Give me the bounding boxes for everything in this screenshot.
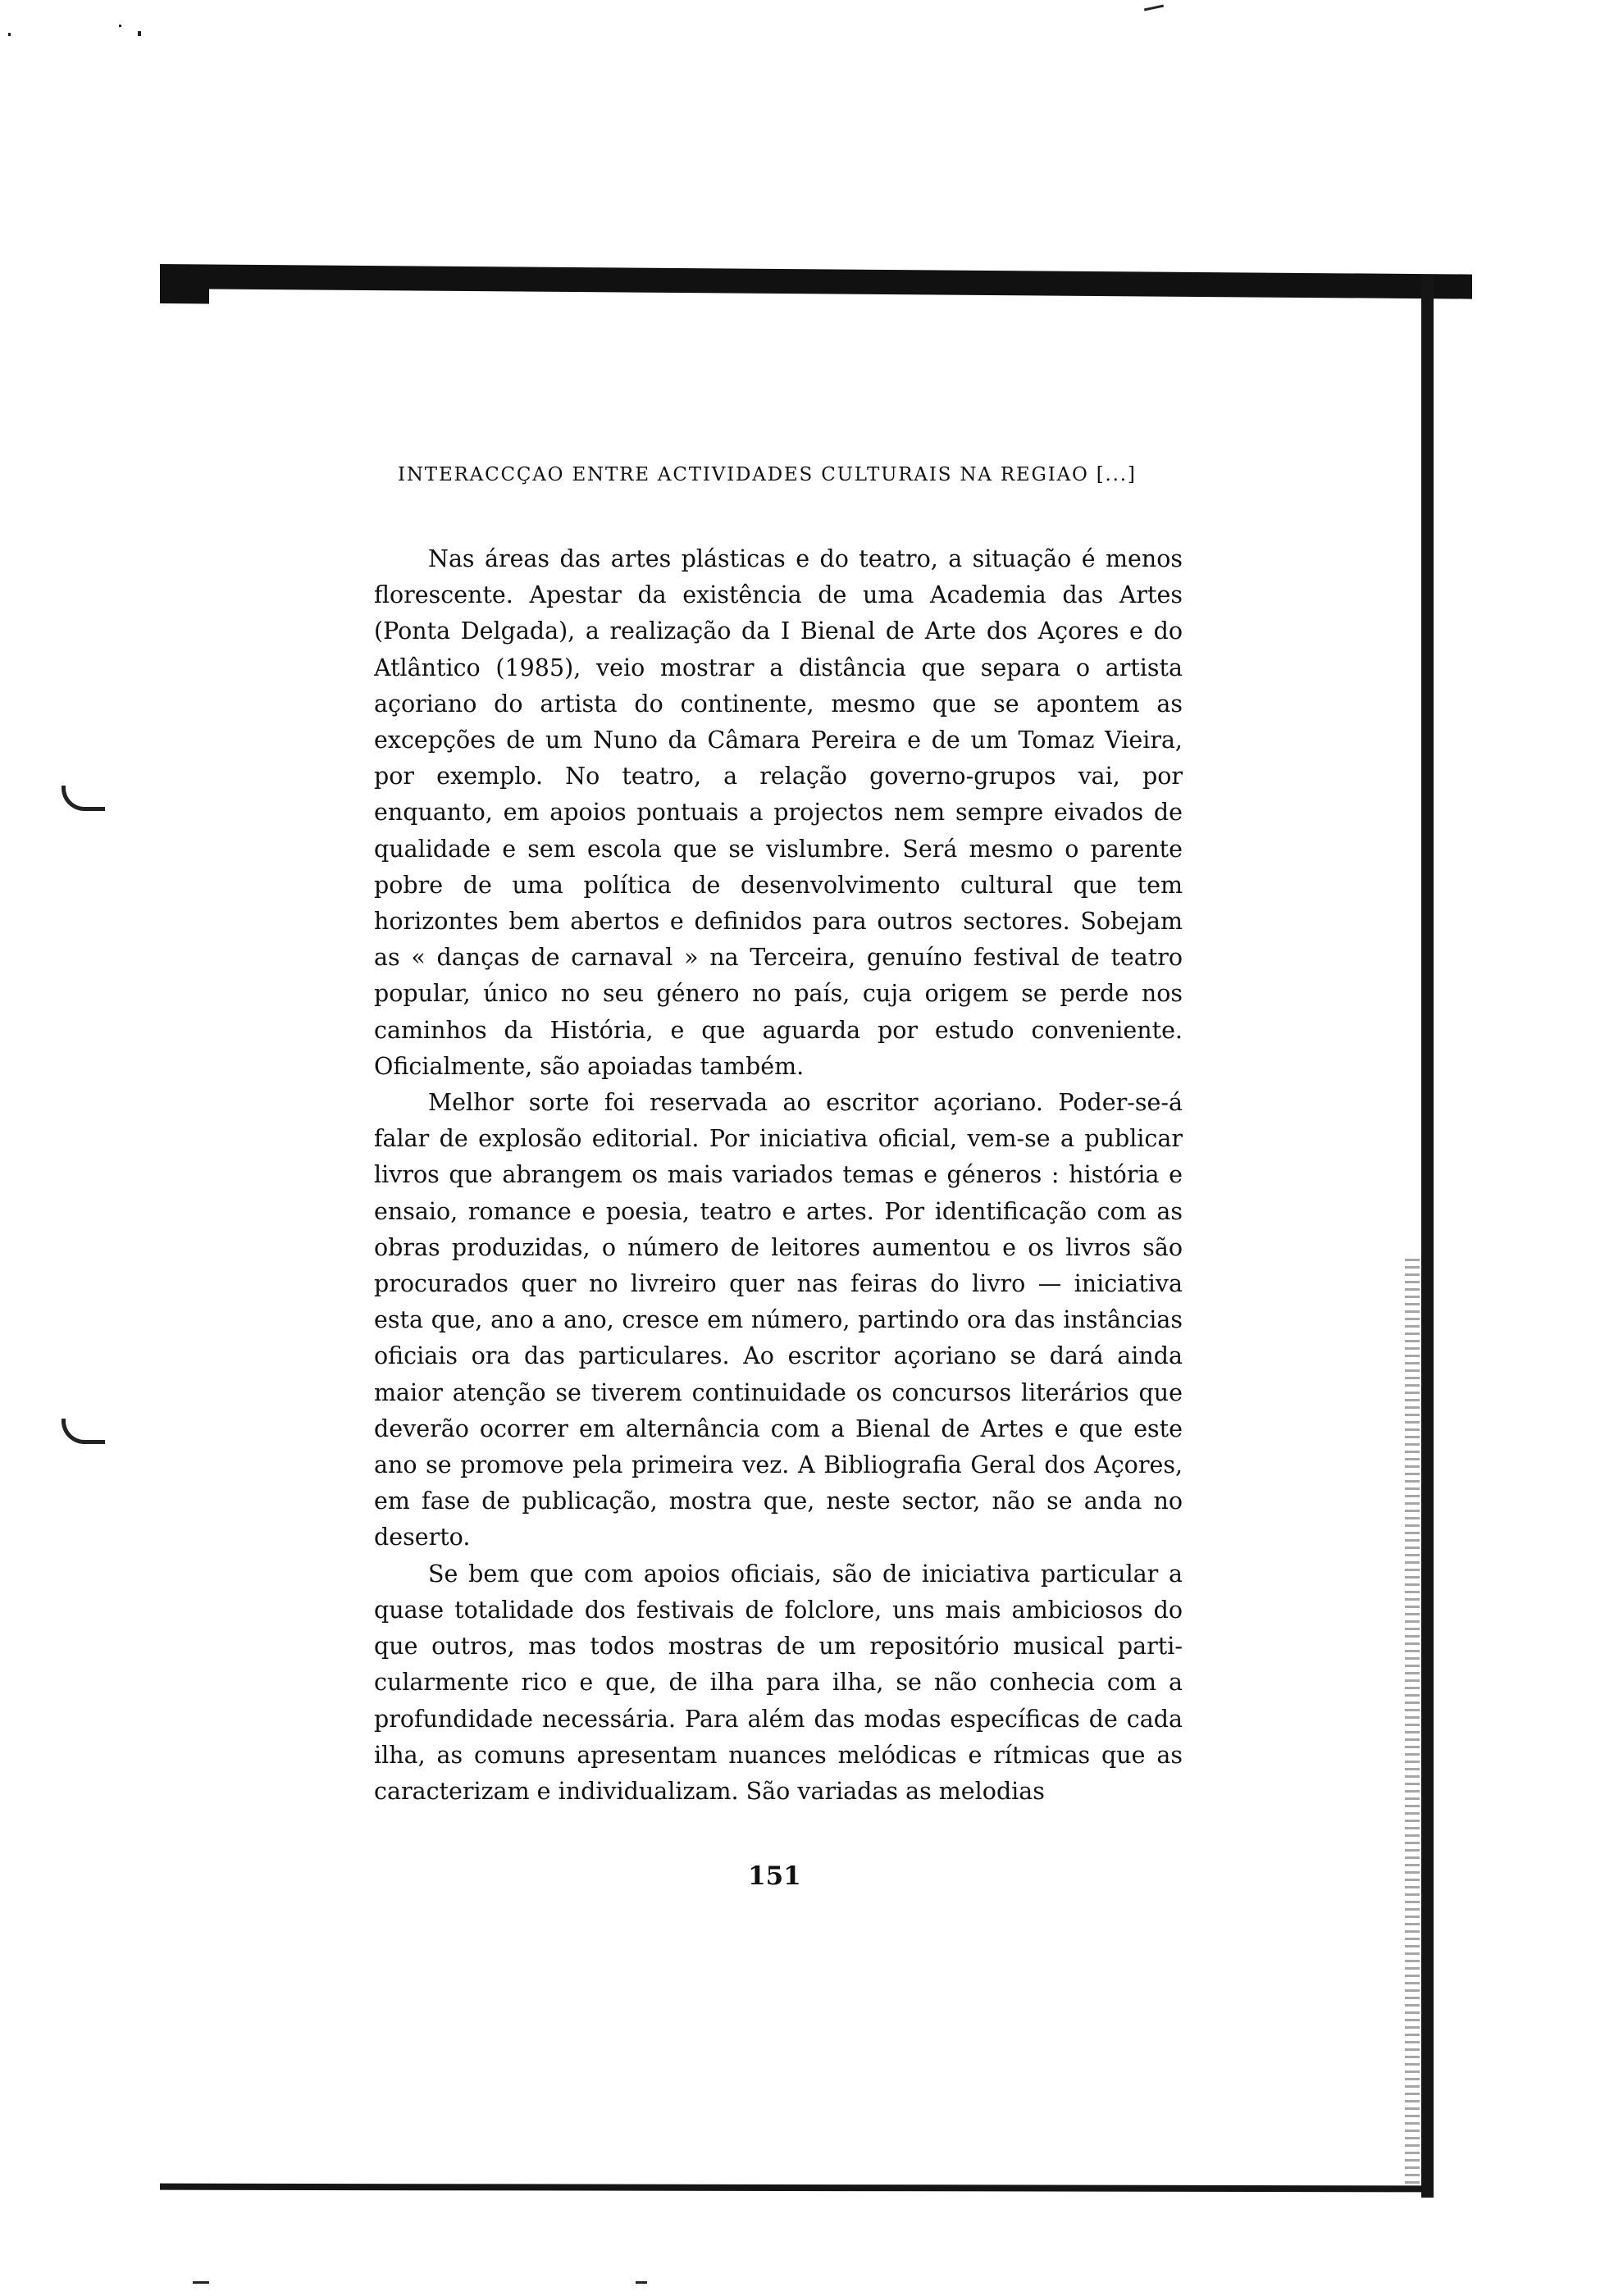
- scan-speck: [636, 2281, 647, 2284]
- scan-speck: [138, 31, 141, 36]
- scan-speck: [119, 25, 121, 27]
- scan-speck: [1144, 5, 1164, 11]
- running-header: INTERACCÇAO ENTRE ACTIVIDADES CULTURAIS NA REGIAO [...]: [398, 464, 1137, 485]
- paragraph: Nas áreas das artes plásticas e do teatro, a situação é menos florescente. Apestar da existência de uma Academia das Artes (Ponta Delgada), a realização da I Bienal de Arte dos Açores e do Atlântico (1985), veio mostrar a distância que separa o artista açoriano do artista do continente, mesmo que se apontem as excepções de um Nuno da Câmara Pereira e de um Tomaz Vieira, por exemplo. No teatro, a relação governo-grupos vai, por enquanto, em apoios pontuais a projectos nem sempre eivados de qualidade e sem escola que se vislumbre. Será mesmo o parente pobre de uma política de desenvolvimento cultural que tem horizontes bem abertos e definidos para outros sectores. Sobejam as « danças de carnaval » na Terceira, genuíno festival de teatro popular, único no seu género no país, cuja origem se perde nos caminhos da História, e que aguarda por estudo conveniente. Oficialmente, são apoiadas também.: [374, 545, 1183, 1080]
- scan-border-top: [160, 264, 1472, 299]
- body-text: [374, 541, 1183, 1810]
- scan-border-step: [160, 280, 209, 303]
- scan-speck: [193, 2281, 209, 2284]
- scan-speck: [8, 33, 11, 36]
- margin-mark: [62, 1419, 105, 1444]
- paragraph: Se bem que com apoios oficiais, são de iniciativa particular a quase totalidade dos festivais de folclore, uns mais ambiciosos do que outros, mas todos mostras de um repositório musical particularmente rico e que, de ilha para ilha, se não conhecia com a profundidade necessária. Para além das modas específicas de cada ilha, as comuns apresentam nuances melódicas e rítmicas que as caracterizam e individualizam. São variadas as melodias: [374, 1560, 1183, 1805]
- paragraph: Melhor sorte foi reservada ao escritor açoriano. Poder-se-á falar de explosão editorial. Por iniciativa oficial, vem-se a publicar livros que abrangem os mais variados temas e géneros : história e ensaio, romance e poesia, teatro e artes. Por identificação com as obras produzidas, o número de leitores aumentou e os livros são procurados quer no livreiro quer nas feiras do livro — iniciativa esta que, ano a ano, cresce em número, partindo ora das instâncias oficiais ora das particulares. Ao escritor açoriano se dará ainda maior atenção se tiverem continuidade os concursos literários que deverão ocorrer em alternância com a Bienal de Artes e que este ano se promove pela primeira vez. A Bibliografia Geral dos Açores, em fase de publicação, mostra que, neste sector, não se anda no deserto.: [374, 1089, 1183, 1551]
- scan-border-bottom: [160, 2184, 1431, 2193]
- scan-border-right: [1421, 275, 1434, 2198]
- margin-mark: [62, 786, 105, 811]
- page-number: 151: [748, 1861, 801, 1891]
